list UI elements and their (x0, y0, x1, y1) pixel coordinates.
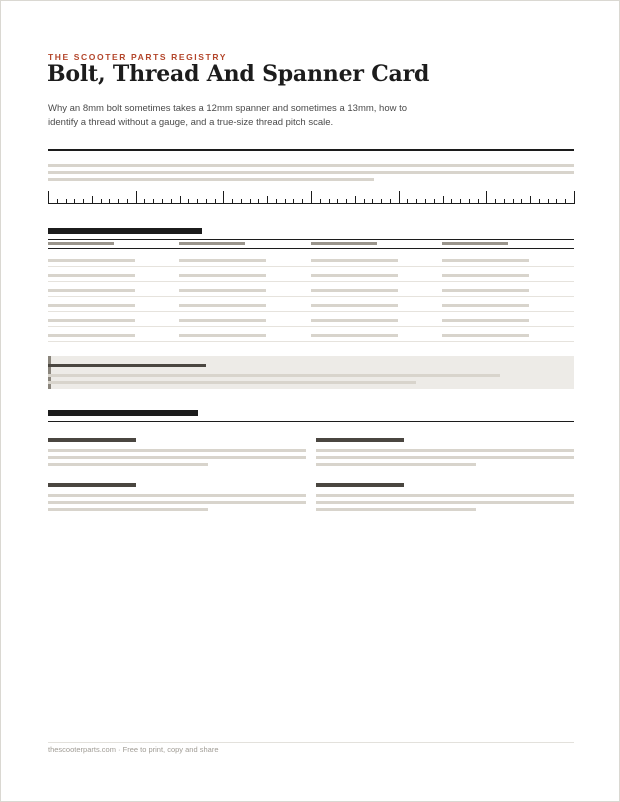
row-divider (48, 326, 574, 327)
placeholder-line (48, 171, 574, 174)
table-cell (48, 274, 135, 277)
table-cell (442, 259, 529, 262)
table-cell (311, 334, 398, 337)
header-divider (48, 149, 574, 151)
placeholder-line (316, 456, 574, 459)
info-heading (316, 483, 404, 487)
info-heading (48, 483, 136, 487)
table-cell (179, 274, 266, 277)
table-cell (442, 319, 529, 322)
table-cell (442, 274, 529, 277)
placeholder-line (48, 374, 500, 377)
table-cell (48, 289, 135, 292)
placeholder-line (48, 456, 306, 459)
placeholder-line (48, 178, 374, 181)
table-cell (179, 304, 266, 307)
callout-accent (48, 356, 51, 389)
column-header (179, 242, 245, 245)
registry-kicker: THE SCOOTER PARTS REGISTRY (48, 52, 228, 62)
placeholder-line (316, 449, 574, 452)
table-heading (48, 228, 202, 234)
note-callout (48, 356, 574, 389)
placeholder-line (48, 501, 306, 504)
placeholder-line (48, 494, 306, 497)
column-header (48, 242, 114, 245)
table-cell (48, 259, 135, 262)
column-header (442, 242, 508, 245)
table-cell (179, 334, 266, 337)
table-cell (442, 304, 529, 307)
row-divider (48, 296, 574, 297)
row-divider (48, 341, 574, 342)
placeholder-line (316, 494, 574, 497)
placeholder-line (316, 501, 574, 504)
table-top-rule (48, 239, 574, 240)
table-cell (179, 319, 266, 322)
table-cell (311, 259, 398, 262)
footer-text: thescooterparts.com · Free to print, copy and share (48, 745, 219, 754)
placeholder-line (48, 449, 306, 452)
table-cell (442, 289, 529, 292)
table-cell (48, 319, 135, 322)
table-cell (311, 319, 398, 322)
placeholder-line (48, 508, 208, 511)
table-cell (48, 334, 135, 337)
table-cell (311, 289, 398, 292)
placeholder-line (48, 164, 574, 167)
placeholder-line (48, 463, 208, 466)
table-cell (311, 304, 398, 307)
callout-heading (48, 364, 206, 367)
placeholder-line (48, 381, 416, 384)
page-title: Bolt, Thread And Spanner Card (47, 61, 430, 87)
placeholder-line (316, 463, 476, 466)
footer-divider (48, 742, 574, 743)
row-divider (48, 266, 574, 267)
row-divider (48, 281, 574, 282)
table-cell (179, 289, 266, 292)
thread-pitch-scale (48, 190, 575, 204)
table-header-rule (48, 248, 574, 249)
intro-paragraph: Why an 8mm bolt sometimes takes a 12mm spanner and sometimes a 13mm, how to identify a thread without a gauge, and a true-size thread pitch scale. (48, 103, 408, 128)
info-heading (48, 438, 136, 442)
section-heading (48, 410, 198, 416)
table-cell (311, 274, 398, 277)
table-cell (442, 334, 529, 337)
section-rule (48, 421, 574, 422)
placeholder-line (316, 508, 476, 511)
table-cell (179, 259, 266, 262)
row-divider (48, 311, 574, 312)
info-heading (316, 438, 404, 442)
column-header (311, 242, 377, 245)
table-cell (48, 304, 135, 307)
